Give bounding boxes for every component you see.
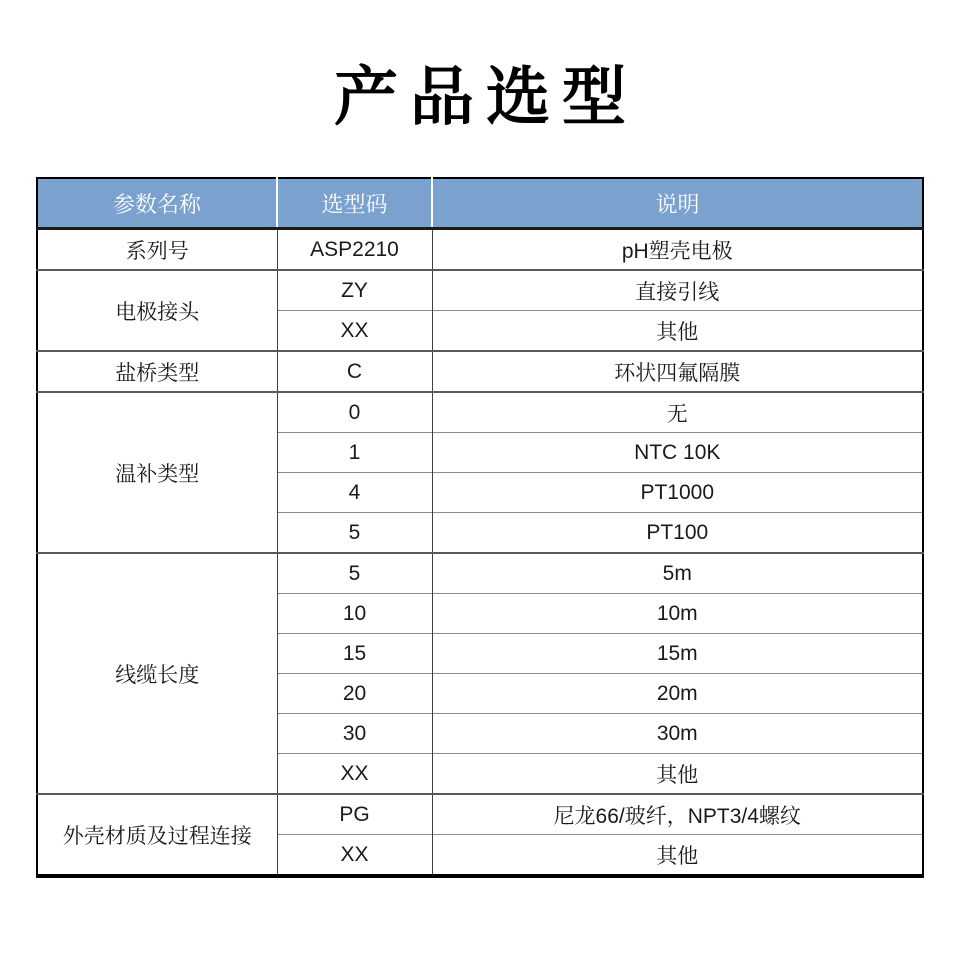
description-cell: 15m — [432, 634, 923, 674]
selection-code-cell: 30 — [277, 714, 432, 754]
description-cell: 尼龙66/玻纤，NPT3/4螺纹 — [432, 794, 923, 835]
param-name-cell: 电极接头 — [37, 270, 277, 351]
description-cell: 其他 — [432, 311, 923, 352]
header-cell-selection-code: 选型码 — [277, 178, 432, 229]
description-cell: 10m — [432, 594, 923, 634]
param-name-cell: 系列号 — [37, 229, 277, 271]
description-cell: PT1000 — [432, 473, 923, 513]
selection-code-cell: 4 — [277, 473, 432, 513]
param-name-cell: 外壳材质及过程连接 — [37, 794, 277, 876]
selection-code-cell: PG — [277, 794, 432, 835]
page-title: 产品选型 — [334, 61, 638, 133]
description-cell: 其他 — [432, 754, 923, 795]
selection-code-cell: 0 — [277, 392, 432, 433]
description-cell: 环状四氟隔膜 — [432, 351, 923, 392]
description-cell: 20m — [432, 674, 923, 714]
selection-code-cell: XX — [277, 311, 432, 352]
selection-code-cell: 1 — [277, 433, 432, 473]
selection-code-cell: 20 — [277, 674, 432, 714]
description-cell: 5m — [432, 553, 923, 594]
table-header-row — [37, 178, 923, 229]
description-cell: 无 — [432, 392, 923, 433]
table-row — [37, 270, 923, 311]
selection-code-cell: XX — [277, 835, 432, 877]
table-row — [37, 794, 923, 835]
description-cell: PT100 — [432, 513, 923, 554]
product-selection-table — [36, 177, 924, 878]
table-row — [37, 229, 923, 271]
description-cell: pH塑壳电极 — [432, 229, 923, 271]
param-name-cell: 盐桥类型 — [37, 351, 277, 392]
param-name-cell: 温补类型 — [37, 392, 277, 553]
selection-code-cell: 5 — [277, 553, 432, 594]
description-cell: 直接引线 — [432, 270, 923, 311]
selection-code-cell: 5 — [277, 513, 432, 554]
selection-code-cell: C — [277, 351, 432, 392]
table-row — [37, 553, 923, 594]
description-cell: 其他 — [432, 835, 923, 877]
selection-code-cell: 15 — [277, 634, 432, 674]
description-cell: 30m — [432, 714, 923, 754]
param-name-cell: 线缆长度 — [37, 553, 277, 794]
selection-code-cell: ASP2210 — [277, 229, 432, 271]
selection-code-cell: 10 — [277, 594, 432, 634]
spec-table-body — [37, 229, 923, 877]
description-cell: NTC 10K — [432, 433, 923, 473]
table-row — [37, 351, 923, 392]
selection-code-cell: XX — [277, 754, 432, 795]
header-cell-description: 说明 — [432, 178, 923, 229]
selection-code-cell: ZY — [277, 270, 432, 311]
table-row — [37, 392, 923, 433]
header-cell-param-name: 参数名称 — [37, 178, 277, 229]
